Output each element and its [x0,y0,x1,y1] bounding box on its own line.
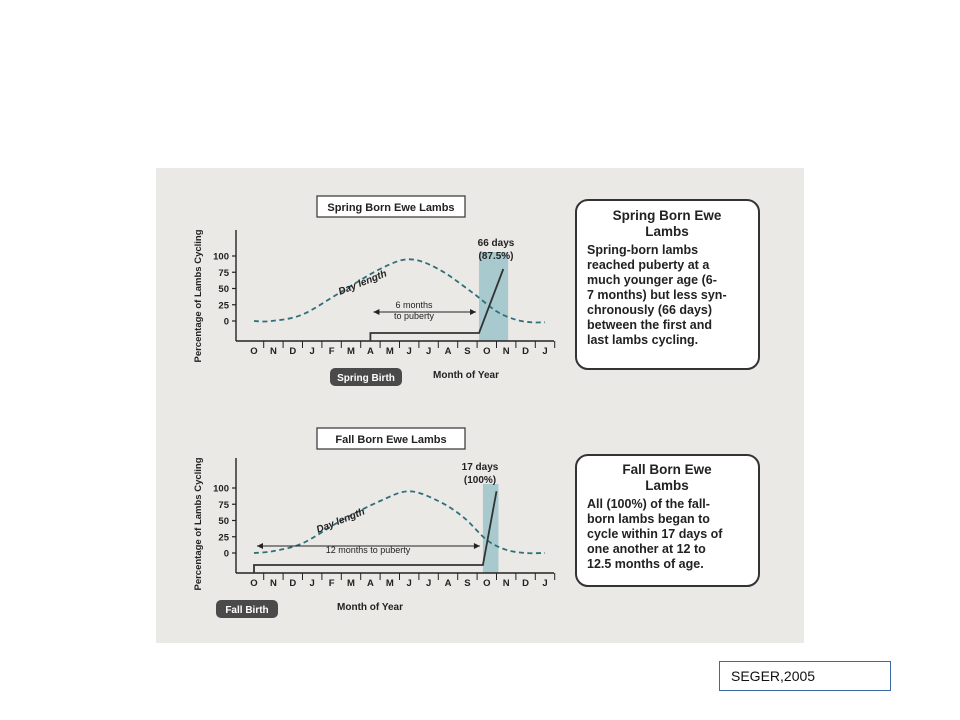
figure-svg [156,168,804,643]
spring-summary-line: chronously (66 days) [587,303,713,317]
spring-summary-line: between the first and [587,318,713,332]
spring-bracket-value: (87.5%) [478,251,514,262]
fall-summary-line: born lambs began to [587,512,710,526]
spring-summary-title-2: Lambs [645,224,689,239]
spring-xtick-label: J [309,346,315,357]
fall-xtick-label: J [406,578,412,589]
fall-xtick-label: D [289,578,297,589]
spring-xtick-label: S [464,346,471,357]
fall-summary-title-1: Fall Born Ewe [622,462,712,477]
spring-xtick-label: N [502,346,510,357]
spring-daylength-label: Day length [337,268,389,298]
fall-xtick-label: M [385,578,394,589]
spring-arrow-text-2: to puberty [393,311,435,321]
fall-summary-box [576,455,759,586]
spring-chart-title: Spring Born Ewe Lambs [327,202,455,214]
fall-arrow-head-left [257,543,263,549]
fall-xtick-label: J [309,578,315,589]
fall-daylength-line [254,491,545,553]
fall-daylength-label: Day length [315,506,367,536]
fall-ytick-label: 25 [218,532,229,544]
spring-xtick-label: D [522,346,530,357]
spring-bracket-title: 66 days [477,238,515,249]
fall-x-axis-label: Month of Year [337,602,403,613]
spring-xtick-label: A [366,346,374,357]
spring-summary-line: Spring-born lambs [587,243,699,257]
fall-xtick-label: D [522,578,530,589]
spring-arrow-text-1: 6 months [395,300,433,310]
spring-xtick-label: J [425,346,432,357]
fall-ytick-label: 75 [218,499,229,511]
fall-xtick-label: J [542,578,548,589]
spring-arrow-head-left [373,309,379,315]
spring-xtick-label: N [269,346,277,357]
spring-chart [193,196,555,386]
fall-summary-title-2: Lambs [645,478,689,493]
fall-xtick-label: M [347,578,355,589]
spring-xtick-label: O [250,346,258,357]
spring-ytick-label: 75 [218,267,229,279]
figure [156,168,804,643]
spring-ytick-label: 100 [213,251,229,263]
fall-xtick-label: F [328,578,335,589]
fall-xtick-label: O [483,578,491,589]
spring-y-axis-label: Percentage of Lambs Cycling [193,229,204,363]
fall-summary-body [587,497,723,571]
fall-summary-line: cycle within 17 days of [587,527,723,541]
credit-box [719,661,891,691]
spring-ytick-label: 0 [223,316,229,328]
credit-text: SEGER,2005 [731,668,816,684]
fall-xtick-label: S [464,578,471,589]
fall-xtick-label: O [250,578,258,589]
spring-x-ticks [250,341,554,357]
spring-xtick-label: A [444,346,452,357]
fall-summary-line: one another at 12 to [587,542,706,556]
spring-summary-title-1: Spring Born Ewe [612,208,722,223]
fall-xtick-label: N [269,578,277,589]
spring-ytick-label: 25 [218,300,229,312]
spring-xtick-label: O [483,346,491,357]
fall-xtick-label: N [502,578,510,589]
fall-xtick-label: A [444,578,452,589]
fall-cycling-line [254,491,497,573]
spring-summary-body [587,243,727,347]
fall-chart-title: Fall Born Ewe Lambs [335,434,447,446]
fall-bracket-value: (100%) [463,475,497,486]
fall-y-ticks [213,484,236,560]
fall-bracket-title: 17 days [461,462,499,473]
fall-ytick-label: 100 [213,483,229,495]
fall-arrow-head-right [474,543,480,549]
fall-arrow-text-1: 12 months to puberty [325,545,411,555]
fall-ytick-label: 50 [218,516,229,527]
fall-x-ticks [250,573,554,589]
spring-x-axis-label: Month of Year [433,370,499,381]
spring-ytick-label: 50 [218,284,229,295]
fall-chart [193,428,555,618]
spring-xtick-label: D [289,346,297,357]
spring-summary-box [576,200,759,369]
spring-summary-line: last lambs cycling. [587,333,699,347]
spring-xtick-label: F [328,346,335,357]
spring-xtick-label: M [385,346,394,357]
fall-summary-line: All (100%) of the fall- [587,497,710,511]
spring-xtick-label: J [542,346,548,357]
spring-arrow-head-right [470,309,476,315]
spring-summary-line: 7 months) but less syn- [587,288,727,302]
fall-xtick-label: A [366,578,374,589]
fall-y-axis-label: Percentage of Lambs Cycling [193,457,204,591]
fall-birth-label: Fall Birth [225,605,269,616]
spring-y-ticks [213,252,236,328]
fall-xtick-label: J [425,578,432,589]
fall-summary-line: 12.5 months of age. [587,557,704,571]
spring-xtick-label: M [347,346,355,357]
fall-ytick-label: 0 [223,548,229,560]
spring-summary-line: much younger age (6- [587,273,717,287]
spring-birth-label: Spring Birth [337,373,395,384]
spring-summary-line: reached puberty at a [587,258,710,272]
spring-xtick-label: J [406,346,412,357]
